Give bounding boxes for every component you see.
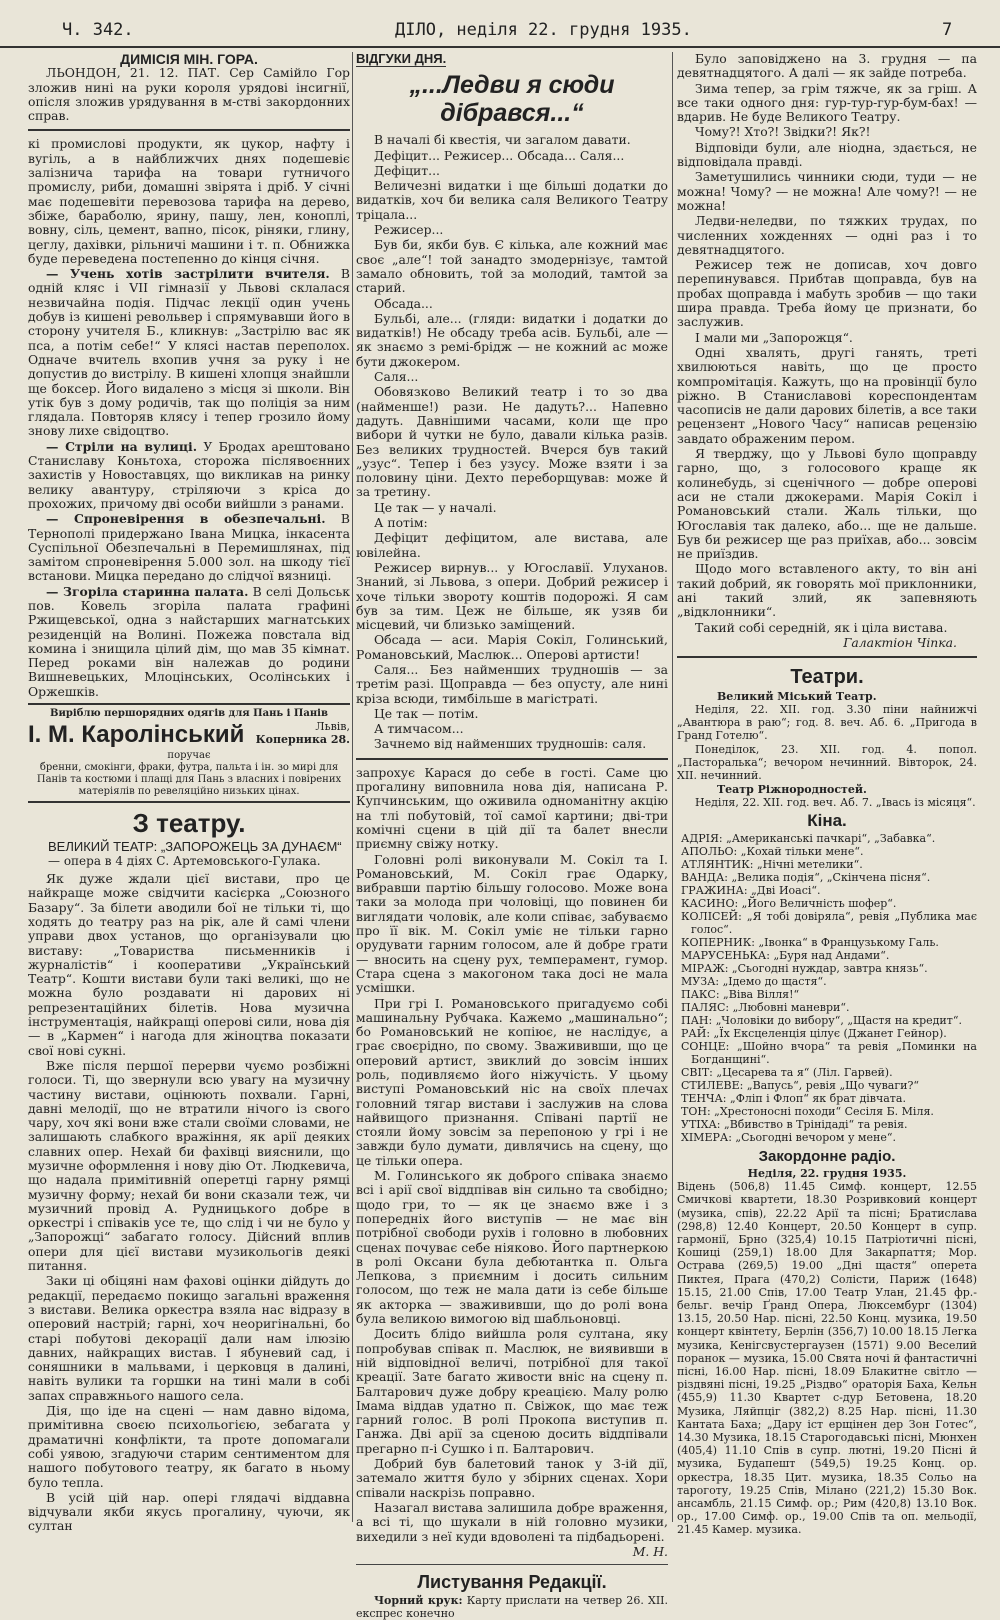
divider — [356, 1564, 668, 1565]
feuilleton-paragraph: Я тверджу, що у Львові було щоправду гарно, що, з голосового краще як колинебудь, зі сценічного — добре оперові аси не стали джокерами. Марія Сокіл і Романовський стали. Жаль тільки, що Югославія так далеко, або... ще не дальше. Був би режисер ще раз приїхав, або... зовсім не приїздив. — [677, 446, 977, 562]
news-item-title: — Згоріла старинна палата. — [46, 583, 249, 599]
radio-date: Неділя, 22. грудня 1935. — [747, 1167, 907, 1181]
cinema-item: УТІХА: „Вбивство в Трінідаді“ та ревія. — [681, 1118, 908, 1132]
cinemas-title: Кіна. — [807, 811, 847, 831]
masthead: ДІЛО, неділя 22. грудня 1935. — [395, 20, 692, 40]
column-2 — [356, 51, 669, 1620]
paragraph: кі промислові продукти, як цукор, нафту і вугіль, а в найближчих днях подешевіє залізнича тарифа на товари гутничого промислу, риби, домашні звірята і дріб. У січні має подешевіти перевозова тарифа на дерево, збіже, бараболю, ярину, пашу, лен, коноплі, вовну, сіль, цемент, вапно, пісок, ріняки, глину, цеглу, дахівки, рільничі машини і т. п. Обнижка буде переведена постепенно до кінця січня. — [28, 136, 350, 266]
cinema-list — [677, 832, 977, 1144]
review-paragraph: Дія, що іде на сцені — нам давно відома, примітивна своєю психольогією, зебагата у драматичні конфлікти, та проте допомагали собі уявою, згадуючи старим сентиментом для нашого побутового театру, як багато в ньому було тепла. — [28, 1403, 350, 1490]
news-item — [28, 512, 350, 583]
cinema-item: ХІМЕРА: „Сьогодні вечором у мене“. — [681, 1131, 896, 1145]
review-paragraph: Заки ці обіцяні нам фахові оцінки дійдуть до редакції, передаємо покищо загальні враження з вистави. Велика оркестра взяла нас відразу в оперовий настрій; гарні, хоч неоригінальні, бо старі побутові декорації дали нам ілюзію давних, найкращих вистав. І ябуневий сад, і соняшники в мальвами, і церковця в далині, навіть вулики та горшки на тині мали в собі запах справжнього нашого села. — [28, 1273, 350, 1403]
cinema-item: СВІТ: „Цесарева та я“ (Ліл. Гарвей). — [681, 1066, 893, 1080]
correspondence-title: Листування Редакції. — [417, 1572, 607, 1593]
cinema-item: МАРУСЕНЬКА: „Буря над Андами“. — [681, 949, 890, 963]
cinema-item: СОНЦЕ: „Шойно вчора“ та ревія „Поминки на Богданщині“. — [681, 1040, 977, 1067]
feuilleton-paragraph: Зачнемо від найменших трудношів: саля. — [374, 736, 647, 752]
feuilleton-signature: Галактіон Чіпка. — [843, 634, 957, 650]
radio-program: Відень (506,8) 11.45 Симф. концерт, 12.55 Смичкові квартети, 18.30 Розривковий концерт (музика, спів), 22.22 Арії та пісні; Братислава (298,8) 12.40 Концерт, 20.50 Концерт в супр. гармонії, Брно (325,4) 10.15 Патріотичні пісні, Кошиці (259,1) 18.00 Для Закарпаття; Мор. Острава (269,5) 19.00 „Дні щастя“ оперета Пиктея, Прага (470,2) Солісти, Париж (1648) 15.15, 21.00 Спів, 17.00 Театр Улан, 21.45 фр.-бельг. вечір Ґранд Опера, Люксембург (1304) 13.15, 20.50 Нар. пісні, 22.50 Конц. музика, 19.50 концерт квінтету, Берлін (356,7) 10.00 18.15 Легка музика, Кенігсвустергаузен (1571) 9.00 Веселий поранок — музика, 15.00 Свята ночі й фантастичні пісні, 16.00 Нар. пісні, 18.09 Блакитне світло — різдвяні пісні, 19.25 „Різдво“ ораторія Баха, Кельн (455,9) 11.30 Квартет с-дур Бетовена, 18.20 Музика, Ляйпціг (382,2) 8.25 Нар. пісні, 11.30 Кантата Баха; „Дару іст ерщінен дер Зон Готес“, 14.30 Музика, 18.15 Старогодавські пісні, Мюнхен (405,4) 11.10 Спів в супр. лютні, 19.20 Пісні й музика, Будапешт (549,5) 19.25 Конц. ор. оркестра, 18.35 Цит. музика, 18.35 Сольо на тароготу, 19.25 Спів, Мілано (221,2) 15.30 Вок. ансамбль, 21.15 Симф. ор.; Рим (420,8) 13.10 Вок. ор., 17.00 Симф. ор., 19.00 Спів та оп. мельодії, 21.45 Камер. музика. — [677, 1180, 977, 1537]
feuilleton-paragraph: Обовязково Великий театр і то зо два (найменше!) рази. Не дадуть?... Напевно дадуть. Давнішими часами, коли ще про вибори й чутки не було, давали кілька разів. Без великих трудностей. Вчерся був такий „узус“. Тепер і без узусу. Може взяти і за половину ціни. Дехто переборщував: може й за третину. — [356, 384, 668, 500]
divider — [356, 758, 668, 760]
review-paragraph: Вже після першої перерви чуємо розбіжні голоси. Ті, що звернули всю увагу на музичну частину вистави, оцінюють похвали. Гарні, давні мелодії, що не втратили нічого із свого чару, хоч які вони вже стали своїми словами, не залишають слабкого вражіння, як арії деяких славних опер. Нехай би фахівці вияснили, що музичне оформлення і нову дію От. Людкевича, що надала примітивній оперетці гарну рямці музичну форму; нехай би вони сказали теж, чи музичний провід А. Рудницького добре в оркестрі і співаків усе те, що слід і чи не було у „Запорожці“ забагато голосу. Дійсний вплив опери для цієї вистави музикольогів деякі питання. — [28, 1057, 350, 1274]
feuilleton-paragraph: Режисер вирнув... у Югославії. Улуханов. Знаний, зі Львова, з опери. Добрий режисер і хоче тільки звороту коштів подорожі. Я сам був за тим. Цеж не більше, як узяв би місцевий, чи близько заміщений. — [356, 559, 668, 633]
feuilleton-paragraph: Був би, якби був. Є кілька, але кожний має своє „але“! той занадто змодернізує, тамтой замало обновить, той за молодий, тамтой за старий. — [356, 237, 668, 296]
review-paragraph: Назагал вистава залишила добре враження, а всі ті, що шукали в ній головно музики, вихедили з неї куди вдоволені та підбадьорені. — [356, 1499, 668, 1544]
cinema-item: АДРІЯ: „Американські пачкарі“, „Забавка“. — [681, 832, 936, 846]
feuilleton-paragraph: Це так — у началі. — [374, 499, 497, 515]
feuilleton-paragraph: Дефіцит... — [374, 162, 440, 178]
review-signature: М. Н. — [632, 1543, 668, 1559]
review-paragraph: При грі І. Романовського пригадуємо собі машинальну Рубчака. Кажемо „машинально“; бо Романовський не копіює, не наслідує, а грає своєрідно, по свому. Зважививши, що це оперовий артист, звиклий до зовсім інших роль, подивляємо його ніжучість. У цьому виступі Романовський ніс на своїх плечах головний тягар вистави і заслужив на слова найвищого признання. Співані партії не стояли йому зовсім за перепоною у грі і не завжди було думати, дивлячись на сцену, що це тільки опера. — [356, 995, 668, 1168]
cinema-item: АПОЛЬО: „Кохай тільки мене“. — [681, 845, 864, 859]
review-paragraph: В усій цій нар. опері глядачі віддавна відчували якби якусь прогалину, чуючи, як султан — [28, 1489, 350, 1534]
cinema-item: МІРАЖ: „Сьогодні нуждар, завтра князь“. — [681, 962, 928, 976]
review-title: ВЕЛИКИЙ ТЕАТР: „ЗАПОРОЖЕЦЬ ЗА ДУНАЄМ“ — [48, 839, 342, 855]
review-paragraph: Як дуже ждали цієї вистави, про це найкраще може свідчити касієрка „Союзного Базару“. За білети аводили бої не тільки ті, що ходять до театру раз на рік, але й самі члени управи двох установ, що організували цю виставу: „Товариства письменників і журналістів“ і кооперативи „Український Театр“. Кошти вистави були такі великі, що не можна було роздавати ні дарових ні репрезентаційних білетів. Нова музична інструментація, найкращі оперові сили, нова дія — в „Кармен“ і нагода для жіноцтва показати свої нові сукні. — [28, 871, 350, 1058]
news-item-text: В Тернополі придержано Івана Мицка, інкасента Суспільної Обезпечальні в Перемишлянах, під замітом спроневірення 5.000 зол. на шкоду тієї встанови. Мицка передано до слідчої вязниці. — [28, 511, 350, 584]
theatre-schedule: Понеділок, 23. XII. год. 4. попол. „Пасторалька“; вечором нечинний. Вівторок, 24. XII. нечинний. — [677, 743, 977, 783]
ad-body: бренни, смокінги, фраки, футра, пальта і ін. зо мирі для Панів та костюми і плащі для Пань з власних і повірених матеріялів по ревеляційно низьких цінах. — [36, 762, 342, 798]
feuilleton-paragraph: Ледви-неледви, по тяжких трудах, по численних хожденнях — одні раз і то девятнадцятого. — [677, 213, 977, 257]
correspondence-text: Карту прислати на четвер 26. XII. експрес конечно — [356, 1594, 669, 1620]
cinema-item: КОПЕРНИК: „Івонка“ в Французькому Галь. — [681, 936, 939, 950]
review-paragraph: М. Голинського як доброго співака знаємо всі і арії свої віддпівав він сильно та свобідно; щодо гри, то — як це знаємо вже і з попередніх його виступів — не має він потрібної свободи рухів і головно в любовних сценах почуває себе ніяково. Його партнеркою в ролі Оксани була дебютантка п. Ольга Лепкова, з приємним і досить сильним голосом, що теж не мала дати із себе більше як акторка — зважививши, що до ролі вона була великою вимогою від шабльоновці. — [356, 1168, 668, 1327]
ad-top-line: Виріблю першорядних одягів для Пань і Панів — [50, 708, 328, 720]
cinema-item: ТОН: „Хрестоносні походи“ Сесіля Б. Міля. — [681, 1105, 934, 1119]
theatre-schedule: Неділя, 22. XII. год. веч. Аб. 7. „Івась із місяця“. — [695, 796, 976, 810]
feuilleton-paragraph: Обсада... — [374, 295, 433, 311]
feuilleton-paragraph: Одні хвалять, другі ганять, треті хвилюються навіть, що це просто компромітація. Кажуть, що на провінції було ріжно. В Станиславові кореспондентам часописів не дали дарових білетів, а все таки рецензент „Нового Часу“ написав рецензію завдато ображеним пером. — [677, 344, 977, 446]
review-paragraph: Добрий був балетовий танок у 3-ій дії, затемало життя було у збірних сценах. Хори співали наскрізь поправно. — [356, 1456, 668, 1500]
feuilleton-paragraph: Режисер... — [374, 222, 444, 238]
feuilleton-paragraph: А тимчасом... — [374, 721, 464, 737]
divider — [28, 129, 350, 131]
feuilleton-paragraph: А потім: — [374, 515, 428, 531]
feuilleton-paragraph: Саля... — [374, 369, 419, 385]
review-paragraph: Досить блідо вийшла роля султана, яку попробував співак п. Маслюк, не виявивши в ній відповідної величі, потрібної для такої креації. Зате багато живости вніс на сцену п. Балтарович дуже добру креацією. Малу ролю Імама віддав удатно п. Свіжок, що має теж гарний голос. В ролі Прокопа виступив п. Ганжа. Дві арії за сценою досить віддпівали прегарно п-і Сушко і п. Балтарович. — [356, 1326, 668, 1456]
section-title: З театру. — [132, 808, 246, 839]
cinema-item: СТИЛЕВЕ: „Вапусь“, ревія „Що чуваги?“ — [681, 1079, 919, 1093]
cinema-item: ПАКС: „Віва Вілля!“ — [681, 988, 800, 1002]
cinema-item: РАЙ: „Їх Ексцеленція цілує (Джанет Гейнор). — [681, 1027, 947, 1041]
news-item — [28, 440, 350, 511]
feuilleton-paragraph: Саля... Без найменших трудношів — за третім разі. Щоправда — без опусту, але нині кріза всюди, тимбільше в магістраті. — [356, 661, 668, 706]
column-1 — [28, 51, 350, 1534]
ad-address — [256, 720, 350, 746]
feuilleton-paragraph: Зима тепер, за грім тяжче, як за гріш. А все таки одного дня: гур-тур-гур-бум-бах! — вдарив. Не буде Великого Театру. — [677, 80, 977, 125]
news-item-title: — Спроневірення в обезпечальні. — [46, 511, 326, 527]
theatre-name: Великий Міський Театр. — [717, 690, 877, 704]
correspondence-label: Чорний крук: — [374, 1594, 463, 1608]
cinema-item: МУЗА: „Ідемо до щастя“. — [681, 975, 827, 989]
feuilleton-paragraph: Дефіцит дефіцитом, але вистава, але ювілейна. — [356, 530, 668, 560]
page-header — [0, 0, 1000, 48]
feuilleton-paragraph: Чому?! Хто?! Звідки?! Як?! — [695, 124, 871, 140]
cinema-item: ПАН: „Чоловіки до вибору“, „Щастя на кредит“. — [681, 1014, 962, 1028]
cinema-item: ТЕНЧА: „Фліп і Флоп“ як брат дівчата. — [681, 1092, 906, 1106]
cinema-item: ПАЛЯС: „Любовні маневри“. — [681, 1001, 850, 1015]
news-item — [28, 267, 350, 439]
news-item-text: В селі Дольськ пов. Ковель згоріла палата графині Ржищевської, одна з найстарших магнатських резиденцій на Волині. Пожежа повстала від комина і знищила цілий дім, що мав 35 кімнат. Перед роками він належав до родини Вишневецьких, Млоцінських, Осолінських і Оржешків. — [28, 583, 350, 699]
cinema-item: КОЛІСЕЙ: „Я тобі довіряла“, ревія „Публика має голос“. — [681, 910, 977, 937]
cinema-item: ГРАЖИНА: „Дві Иоасі“. — [681, 884, 821, 898]
divider — [677, 656, 977, 658]
news-item-text: В одній кляс і VII гімназії у Львові склалася незвичайна подія. Підчас лекції один учень добув із кишені револьвер і спрямувавши його в сторону учителя Б., кликнув: „Застрілю вас як пса, а потім себе!“ У клясі настав переполох. Одначе вчитель вхопив учня за руку і не допустив до вистрілу. В кишені хлопця знайшли ще боксер. Його видалено з місця зі школи. Він утік був з дому родичів, так що поліція за ним глядала. Повторяв клясу і тепер грозило йому знову лихе свідоцтво. — [28, 266, 350, 439]
feuilleton-paragraph: Дефіцит... Режисер... Обсада... Саля... — [374, 147, 625, 163]
feuilleton-title: „...Ледви я сюди дібрався...“ — [409, 71, 615, 128]
rubric-label: ВІДГУКИ ДНЯ. — [356, 51, 447, 66]
tailor-advertisement — [28, 703, 350, 803]
feuilleton-paragraph: І мали ми „Запорожця“. — [695, 329, 853, 345]
feuilleton-paragraph: Це так — потім. — [374, 705, 479, 721]
column-divider — [352, 52, 353, 1522]
review-subtitle: — опера в 4 діях С. Артемовського-Гулака. — [48, 854, 321, 869]
theatre-schedule: Неділя, 22. XII. год. 3.30 піни найнижчі „Авантюра в раю“; год. 8. веч. Аб. 6. „Пригода в Гранд Готелю“. — [677, 703, 977, 743]
radio-title: Закордонне радіо. — [758, 1148, 896, 1166]
ad-company-name: І. М. Каролінський — [28, 721, 245, 749]
feuilleton-paragraph: Було заповіджено на 3. грудня — па девятнадцятого. А далі — як зайде потреба. — [677, 51, 977, 81]
news-body: ЛЬОНДОН, 21. 12. ПАТ. Сер Самійло Гор зложив нині на руки короля урядові інсигнії, опісля зложив урядування в м-стві закордонних справ. — [28, 65, 350, 124]
feuilleton-paragraph: Режисер теж не дописав, хоч довго перепинувався. Прибтав щоправда, був на пробах щоправда і мабуть зробив — що таки шира правда. Треба йому це признати, бо заслужив. — [677, 257, 977, 330]
cinema-item: КАСИНО: „Його Величність шофер“. — [681, 897, 897, 911]
page-number: 7 — [942, 20, 953, 40]
review-paragraph: Головні ролі виконували М. Сокіл та І. Романовський, М. Сокіл грає Одарку, вибравши партію більшу голосово. Може вона таки за молода при чоловіці, що повинен би виглядати чоловік, але коли співає, забуваємо про її вік. М. Сокіл уміє не тільки гарно орудувати гарним голосом, але й добре грати — вносить на сцену рух, темперамент, гумор. Стара сцена з макогоном така досі не мала усмішки. — [356, 851, 668, 996]
feuilleton-paragraph: Такий собі середній, як і ціла вистава. — [695, 619, 948, 635]
news-item — [28, 585, 350, 699]
ad-street: Коперника 28. — [255, 733, 350, 747]
news-item-title: — Учень хотів застрілити вчителя. — [46, 266, 330, 282]
news-item-text: У Бродах арештовано Станиславу Коньтоха, сторожа післявоєнних захистів у Новоставцях, що викликав на ринку велику авантуру, стріляючи з кріса до прохожих, причому дві особи вийшли з ранами. — [28, 438, 350, 511]
column-divider — [672, 52, 673, 1522]
feuilleton-paragraph: Відповіди були, але ніодна, здається, не відповідала правді. — [677, 139, 977, 170]
ad-offer: поручає — [167, 750, 211, 762]
feuilleton-paragraph: Бульбі, але... (гляди: видатки і додатки до видатків!) Не обсаду треба асів. Бульбі, але — як знаємо з ремі-брідж — не кожний ас може бути джокером. — [356, 310, 668, 369]
news-item-title: — Стріли на вулиці. — [46, 438, 198, 454]
feuilleton-paragraph: В началі бі квестія, чи загалом давати. — [374, 132, 631, 148]
theatre-name: Театр Ріжнородностей. — [717, 783, 867, 797]
feuilleton-paragraph: Щодо мого вставленого акту, то він ані такий добрий, як говорять мої приклонники, ані такий злий, як запевняють „відклонники“. — [677, 561, 977, 620]
correspondence-item — [356, 1594, 668, 1620]
cinema-item: АТЛЯНТИК: „Нічні метелики“. — [681, 858, 863, 872]
issue-number: Ч. 342. — [62, 20, 134, 40]
theatres-title: Театри. — [790, 666, 864, 689]
ad-city: Львів, — [315, 720, 350, 734]
feuilleton-paragraph: Обсада — аси. Марія Сокіл, Голинський, Романовський, Маслюк... Оперові артисти! — [356, 632, 668, 662]
column-3 — [677, 51, 977, 1537]
headline-resignation: ДИМІСІЯ МІН. ГОРА. — [120, 51, 258, 67]
feuilleton-paragraph: Величезні видатки і ще більші додатки до видатків, хоч би велика саля Великого Театру тріцала... — [356, 178, 668, 222]
feuilleton-paragraph: Заметушились чинники сюди, туди — не можна! Чому? — не можна! Але чому?! — не можна! — [677, 169, 977, 213]
cinema-item: ВАНДА: „Велика подія“, „Скінчена пісня“. — [681, 871, 931, 885]
review-paragraph: запрохує Карася до себе в гості. Саме цю прогалину виповнила нова дія, написана Р. Купчинським, що оживила одноманітну акцію на тлі побутовій, тої самої картини; дві-три комічні сцени в цій дії та балет внесли приємну свіжу нотку. — [356, 764, 668, 852]
